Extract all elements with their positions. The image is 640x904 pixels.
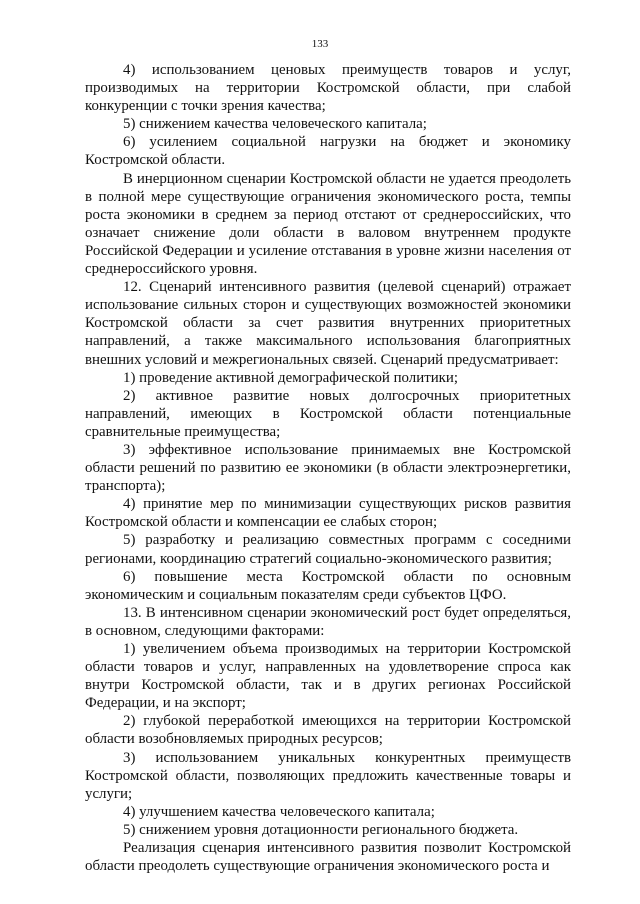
paragraph: 6) повышение места Костромской области по основным экономическим и социальным показателям среди субъектов ЦФО. <box>85 568 571 603</box>
paragraph: 1) проведение активной демографической политики; <box>123 369 459 386</box>
page-number: 133 <box>311 38 329 50</box>
paragraph: 13. В интенсивном сценарии экономический рост будет определяться, в основном, следующими факторами: <box>85 604 571 639</box>
paragraph: 5) разработку и реализацию совместных программ с соседними регионами, координацию стратегий социально-экономического развития; <box>85 532 571 567</box>
paragraph: 5) снижением уровня дотационности регионального бюджета. <box>123 821 519 838</box>
paragraph: 2) активное развитие новых долгосрочных приоритетных направлений, имеющих в Костромской области потенциальные сравнительные преимущества; <box>85 387 571 440</box>
paragraph: 4) принятие мер по минимизации существующих рисков развития Костромской области и компенсации ее слабых сторон; <box>85 496 571 531</box>
paragraph: 4) использованием ценовых преимуществ товаров и услуг, производимых на территории Костромской области, при слабой конкуренции с точки зрения качества; <box>85 62 571 115</box>
paragraph: 2) глубокой переработкой имеющихся на территории Костромской области возобновляемых природных ресурсов; <box>85 713 571 748</box>
paragraph: 4) улучшением качества человеческого капитала; <box>123 803 435 820</box>
paragraph: 1) увеличением объема производимых на территории Костромской области товаров и услуг, направленных на удовлетворение спроса как внутри Костромской области, так и в других регионах Российской Федерации, и на экспорт; <box>85 641 571 712</box>
paragraph: В инерционном сценарии Костромской области не удается преодолеть в полной мере существующие ограничения экономического роста, темпы роста экономики в среднем за период отстают от среднероссийских, что означает снижение доли области в валовом внутреннем продукте Российской Федерации и усиление отставания в уровне жизни населения от среднероссийского уровня. <box>85 170 571 278</box>
paragraph: 5) снижением качества человеческого капитала; <box>123 116 427 133</box>
page-body <box>85 61 571 875</box>
paragraph: Реализация сценария интенсивного развития позволит Костромской области преодолеть существующие ограничения экономического роста и <box>85 840 571 875</box>
paragraph: 3) эффективное использование принимаемых вне Костромской области решений по развитию ее экономики (в области электроэнергетики, транспорта); <box>85 441 571 495</box>
paragraph: 6) усилением социальной нагрузки на бюджет и экономику Костромской области. <box>85 134 571 169</box>
paragraph: 12. Сценарий интенсивного развития (целевой сценарий) отражает использование сильных сторон и существующих возможностей экономики Костромской области за счет развития внутренних приоритетных направлений, а также максимального использования благоприятных внешних условий и межрегиональных связей. Сценарий предусматривает: <box>85 279 571 368</box>
paragraph: 3) использованием уникальных конкурентных преимуществ Костромской области, позволяющих предложить качественные товары и услуги; <box>85 749 571 802</box>
